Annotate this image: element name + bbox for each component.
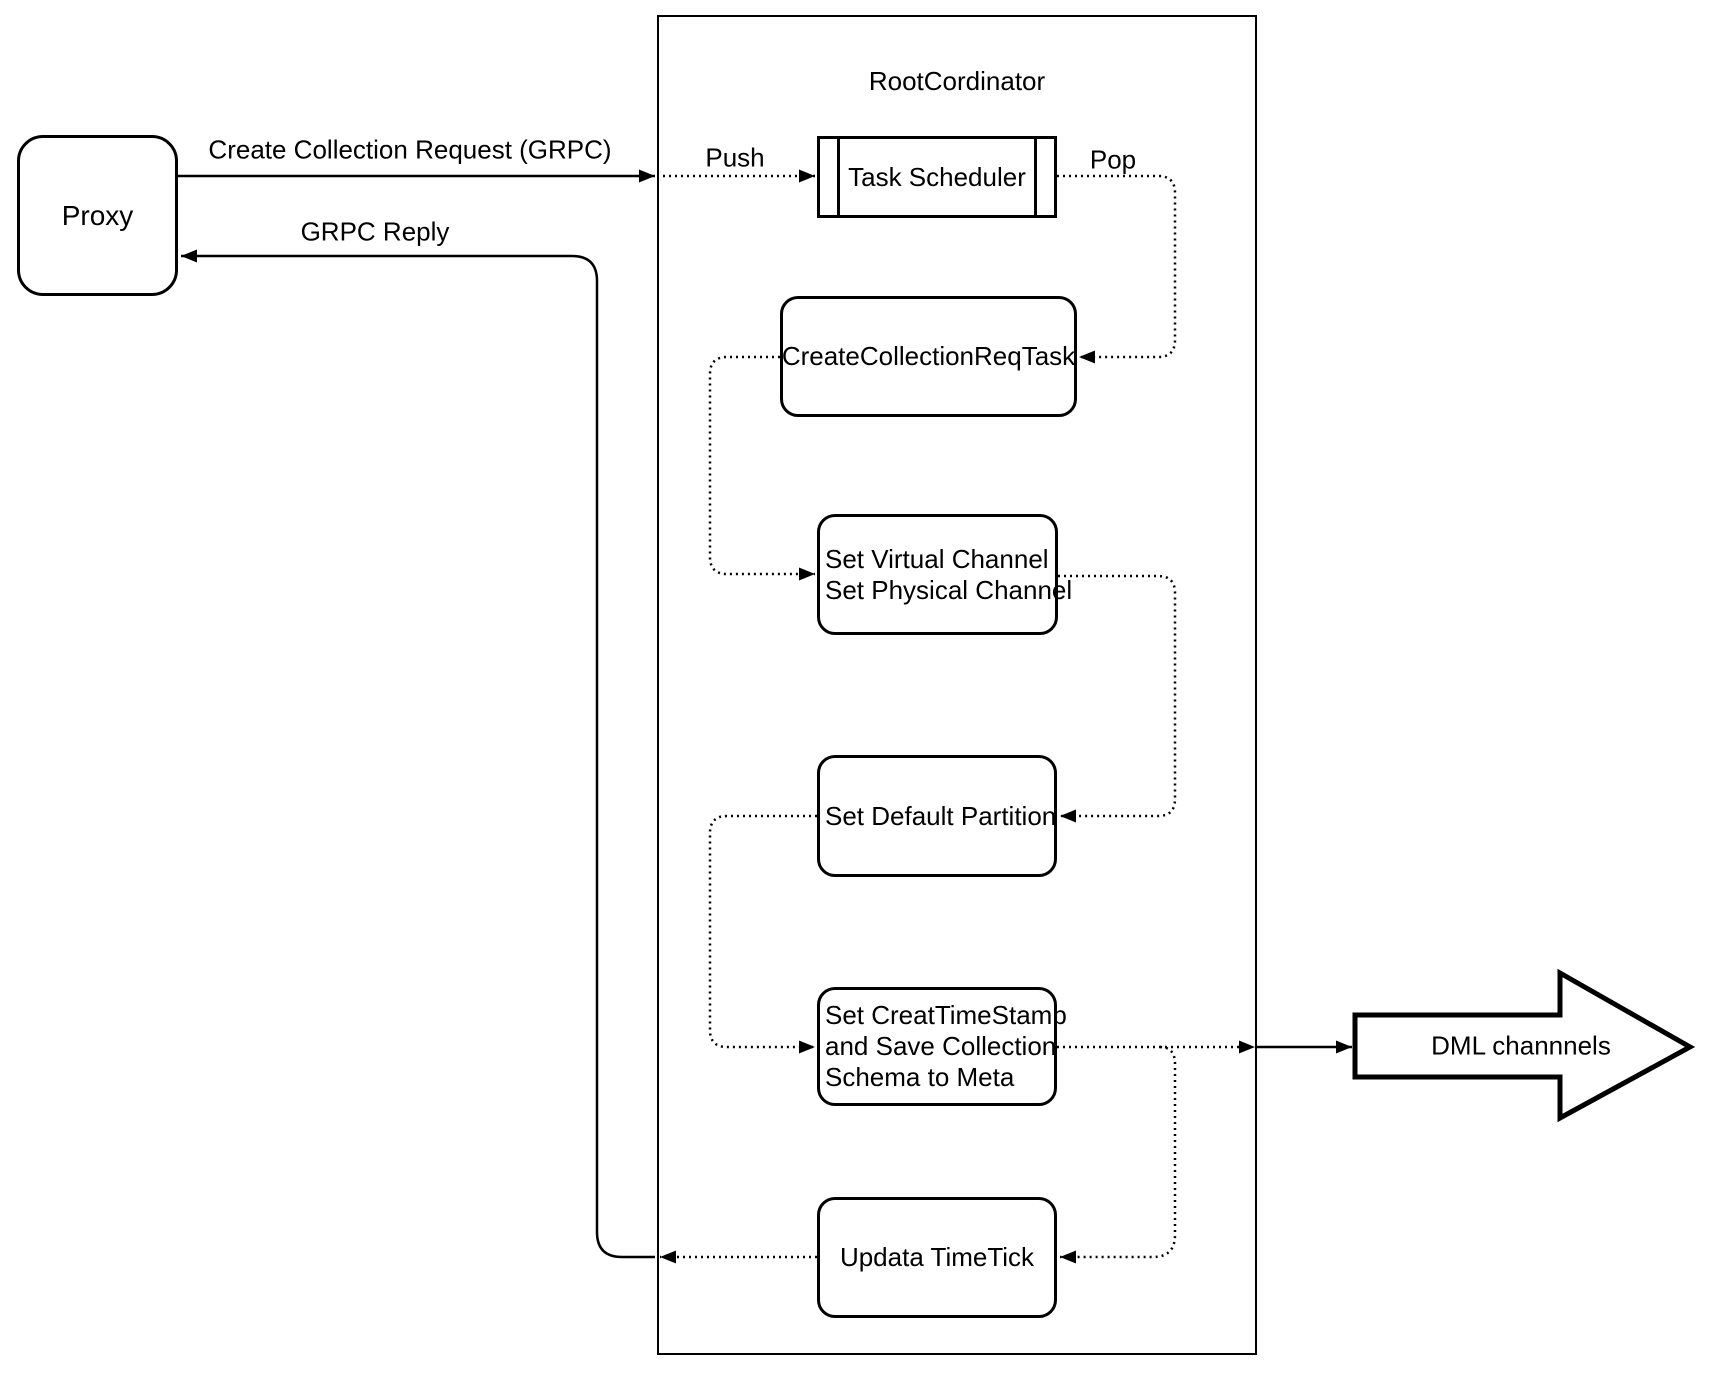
process-right-bar (1034, 139, 1037, 215)
node-set-default-partition-label: Set Default Partition (825, 800, 1057, 831)
node-create-collection-req-task (780, 296, 1077, 417)
node-set-default-partition (817, 755, 1057, 877)
edge-label-create-collection-request: Create Collection Request (GRPC) (208, 134, 612, 165)
node-set-channels (817, 514, 1073, 635)
node-set-channels-line1: Set Virtual Channel (825, 543, 1049, 574)
edge-label-push: Push (705, 142, 765, 173)
edge-label-pop: Pop (1089, 144, 1137, 175)
edge-label-grpc-reply: GRPC Reply (300, 216, 450, 247)
node-updata-timetick-label: Updata TimeTick (839, 1242, 1035, 1272)
edge-grpc-reply (181, 256, 655, 1257)
node-proxy (17, 135, 178, 296)
rootcordinator-title: RootCordinator (868, 66, 1046, 96)
node-set-channels-line2: Set Physical Channel (825, 574, 1073, 605)
node-updata-timetick (817, 1197, 1057, 1318)
node-task-scheduler-label: Task Scheduler (848, 161, 1026, 192)
node-set-creat-timestamp-line3: Schema to Meta (825, 1062, 1015, 1092)
node-create-collection-req-task-label: CreateCollectionReqTask (781, 341, 1076, 371)
process-left-bar (837, 139, 840, 215)
node-set-creat-timestamp-line2: and Save Collection (825, 1031, 1057, 1061)
node-proxy-label: Proxy (61, 200, 134, 231)
dml-channels-label: DML channnels (1431, 1030, 1611, 1061)
node-set-creat-timestamp (817, 987, 1067, 1106)
node-set-creat-timestamp-line1: Set CreatTimeStamp (825, 1000, 1067, 1030)
node-task-scheduler (817, 136, 1057, 218)
